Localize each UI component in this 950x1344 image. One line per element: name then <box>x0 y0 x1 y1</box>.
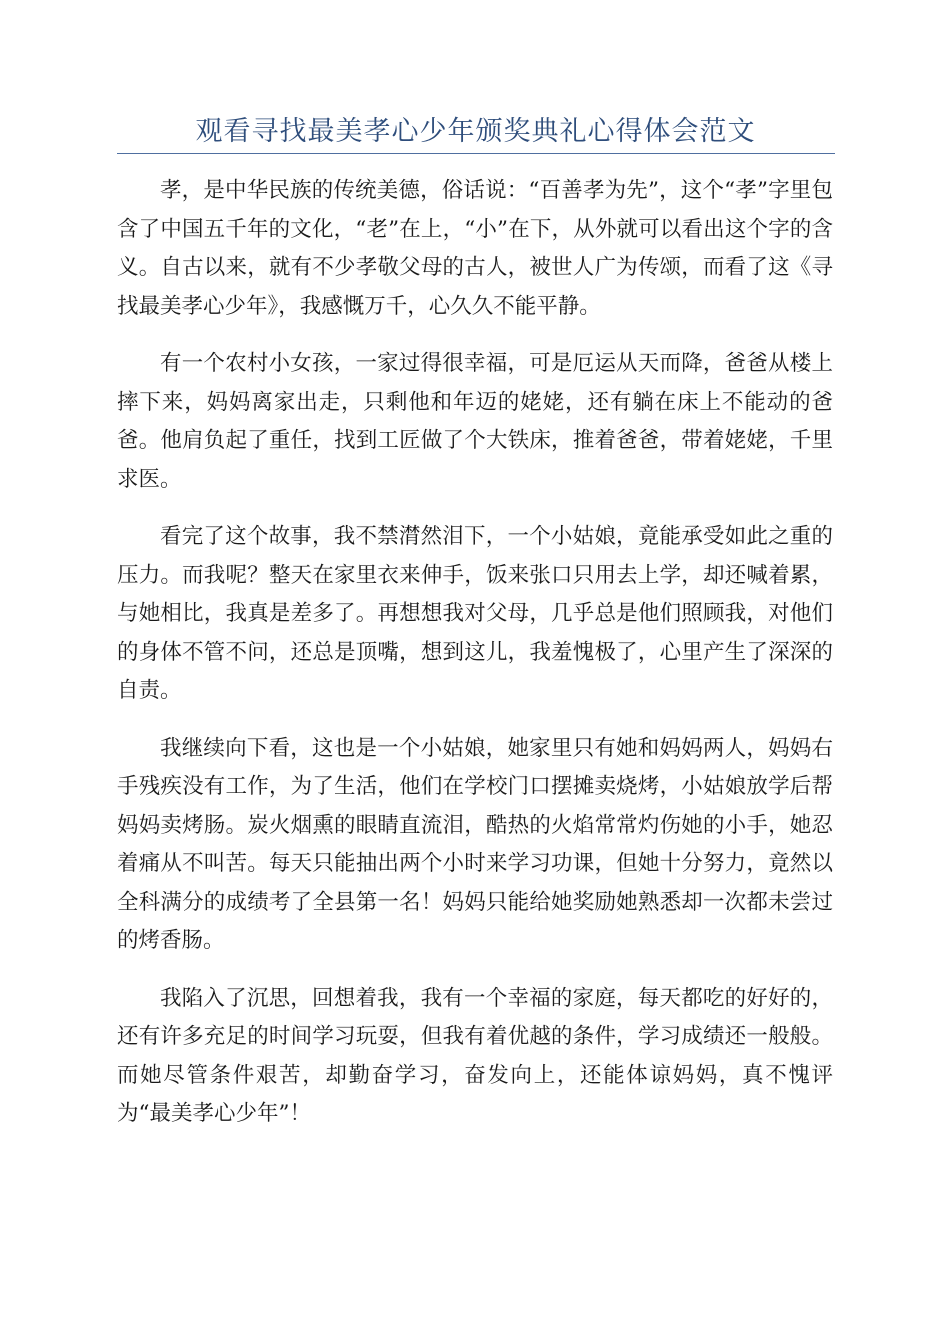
paragraph-3: 看完了这个故事，我不禁潸然泪下，一个小姑娘，竟能承受如此之重的压力。而我呢？整天在家里衣来伸手，饭来张口只用去上学，却还喊着累，与她相比，我真是差多了。再想想我对父母，几乎总是他们照顾我，对他们的身体不管不问，还总是顶嘴，想到这儿，我羞愧极了，心里产生了深深的自责。 <box>117 524 833 703</box>
paragraph-2: 有一个农村小女孩，一家过得很幸福，可是厄运从天而降，爸爸从楼上摔下来，妈妈离家出走，只剩他和年迈的姥姥，还有躺在床上不能动的爸爸。他肩负起了重任，找到工匠做了个大铁床，推着爸爸，带着姥姥，千里求医。 <box>117 351 833 492</box>
title-underline <box>117 153 835 154</box>
paragraph-4: 我继续向下看，这也是一个小姑娘，她家里只有她和妈妈两人，妈妈右手残疾没有工作，为了生活，他们在学校门口摆摊卖烧烤，小姑娘放学后帮妈妈卖烤肠。炭火烟熏的眼睛直流泪，酷热的火焰常常灼伤她的小手，她忍着痛从不叫苦。每天只能抽出两个小时来学习功课，但她十分努力，竟然以全科满分的成绩考了全县第一名！妈妈只能给她奖励她熟悉却一次都未尝过的烤香肠。 <box>117 735 833 953</box>
paragraph-1: 孝，是中华民族的传统美德，俗话说：“百善孝为先”，这个“孝”字里包含了中国五千年的文化，“老”在上，“小”在下，从外就可以看出这个字的含义。自古以来，就有不少孝敬父母的古人，被世人广为传颂，而看了这《寻找最美孝心少年》，我感慨万千，心久久不能平静。 <box>117 178 833 319</box>
document-title: 观看寻找最美孝心少年颁奖典礼心得体会范文 <box>195 116 756 147</box>
paragraph-5: 我陷入了沉思，回想着我，我有一个幸福的家庭，每天都吃的好好的，还有许多充足的时间学习玩耍，但我有着优越的条件，学习成绩还一般般。而她尽管条件艰苦，却勤奋学习，奋发向上，还能体谅妈妈，真不愧评为“最美孝心少年”！ <box>117 985 833 1126</box>
document-body <box>117 172 833 1153</box>
